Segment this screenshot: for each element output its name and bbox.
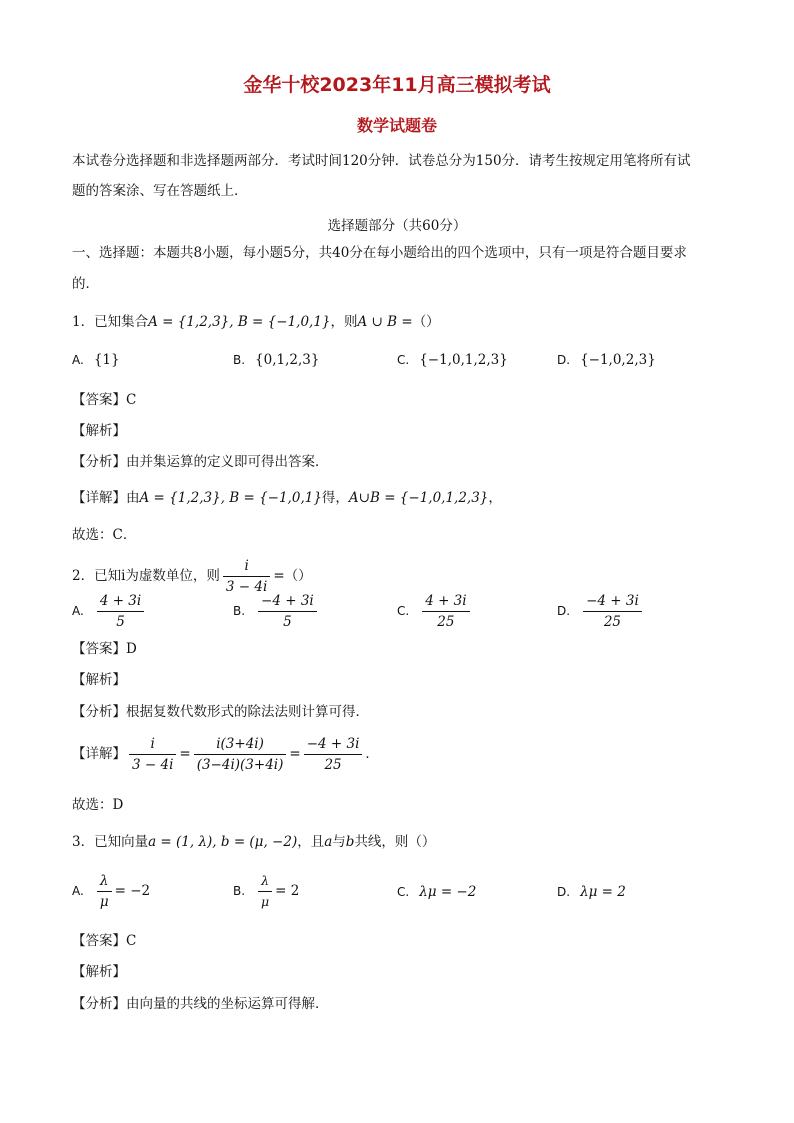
q3-analysis-tag: 【解析】: [72, 964, 126, 980]
option-rhs: = −2: [114, 883, 151, 899]
q2-option-d: [557, 592, 645, 631]
option-fraction: [583, 592, 642, 631]
part1-instructions-1: 一、选择题：本题共8小题，每小题5分，共40分在每小题给出的四个选项中，只有一项是符合题目要求: [72, 245, 687, 261]
option-value: {−1,0,1,2,3}: [419, 352, 508, 368]
detail-fraction-1: [129, 735, 176, 774]
detail-fraction-2: [194, 735, 287, 774]
fraction-denominator: 25: [324, 757, 342, 773]
fraction-numerator: λ: [97, 872, 112, 892]
detail-math2: A∪B = {−1,0,1,2,3}: [348, 490, 489, 506]
question-3-stem: [72, 832, 435, 852]
option-value: {1}: [93, 352, 120, 368]
q3-stem-math: a = (1, λ), b = (μ, −2): [148, 834, 298, 850]
fraction-denominator: 25: [437, 614, 455, 630]
q2-detail: [72, 734, 379, 774]
option-label: C.: [397, 604, 410, 618]
period: ．: [365, 746, 379, 762]
fenxi-text: 由并集运算的定义即可得出答案．: [126, 454, 329, 470]
q2-stem-end: =（）: [273, 568, 312, 584]
option-label: C.: [397, 885, 410, 899]
q3-fenxi: [72, 994, 329, 1014]
intro-line-2: 题的答案涂、写在答题纸上．: [72, 183, 248, 199]
option-fraction: [258, 872, 272, 911]
q1-stem-prefix: 1．已知集合: [72, 314, 149, 330]
answer-value: D: [126, 641, 137, 657]
fraction-denominator: 3 − 4i: [132, 757, 174, 773]
detail-tag: 【详解】: [72, 746, 126, 762]
answer-tag: 【答案】: [72, 392, 126, 408]
q3-answer: [72, 931, 136, 951]
q1-stem-math2: A ∪ B =: [357, 314, 413, 330]
detail-fraction-3: [304, 735, 363, 774]
q2-option-c: [397, 592, 473, 631]
fraction-denominator: 5: [283, 614, 292, 630]
q2-choice: 故选：D: [72, 797, 124, 813]
q1-stem-end: （）: [412, 314, 440, 330]
answer-value: C: [126, 392, 137, 408]
option-label: A.: [72, 604, 84, 618]
part1-instructions-2: 的．: [72, 276, 99, 292]
q3-option-b: [233, 872, 299, 911]
q3-stem-prefix: 3．已知向量: [72, 834, 149, 850]
fraction-denominator: 3 − 4i: [225, 579, 268, 595]
answer-value: C: [126, 933, 137, 949]
equals-sign: =: [289, 746, 301, 762]
option-label: D.: [557, 353, 571, 367]
option-label: B.: [233, 353, 246, 367]
option-value: {0,1,2,3}: [255, 352, 320, 368]
q2-answer: [72, 639, 137, 659]
question-1-stem: [72, 312, 440, 332]
q2-stem-fraction: [223, 557, 270, 596]
detail-tag: 【详解】: [72, 490, 126, 506]
q1-stem-suffix: ，则: [330, 314, 358, 330]
fraction-numerator: 4 + 3i: [422, 592, 469, 612]
q1-analysis-tag: 【解析】: [72, 423, 126, 439]
option-label: D.: [557, 604, 571, 618]
q1-stem-math: A = {1,2,3}, B = {−1,0,1}: [148, 314, 331, 330]
option-rhs: = 2: [275, 883, 300, 899]
question-2-stem: [72, 556, 312, 596]
q1-answer: [72, 390, 136, 410]
option-value: λμ = 2: [580, 884, 626, 900]
fraction-numerator: −4 + 3i: [304, 735, 363, 755]
option-fraction: [258, 592, 317, 631]
fenxi-text: 由向量的共线的坐标运算可得解．: [126, 996, 329, 1012]
option-fraction: [97, 872, 112, 911]
answer-tag: 【答案】: [72, 933, 126, 949]
q2-option-b: [233, 592, 320, 631]
q2-fenxi: [72, 702, 369, 722]
q1-option-c: [397, 352, 508, 368]
fraction-numerator: i(3+4i): [194, 735, 287, 755]
fraction-denominator: μ: [261, 894, 270, 909]
option-fraction: [422, 592, 469, 631]
q2-option-a: [72, 592, 147, 631]
fraction-numerator: −4 + 3i: [258, 592, 317, 612]
fraction-numerator: i: [223, 557, 270, 577]
section-heading: 选择题部分（共60分）: [327, 218, 467, 234]
exam-subtitle: 数学试题卷: [356, 116, 437, 135]
option-label: B.: [233, 604, 246, 618]
q3-option-a: [72, 872, 150, 911]
q1-choice: 故选：C．: [72, 527, 137, 543]
option-label: A.: [72, 353, 84, 367]
q1-option-b: [233, 352, 319, 368]
fraction-numerator: 4 + 3i: [97, 592, 144, 612]
vector-b: b: [345, 834, 355, 850]
option-label: D.: [557, 885, 571, 899]
option-label: C.: [397, 353, 410, 367]
fenxi-tag: 【分析】: [72, 996, 126, 1012]
intro-line-1: 本试卷分选择题和非选择题两部分．考试时间120分钟．试卷总分为150分．请考生按规定用笔将所有试: [72, 153, 691, 169]
exam-title: 金华十校2023年11月高三模拟考试: [243, 74, 551, 96]
option-value: λμ = −2: [419, 884, 477, 900]
q2-stem-prefix: 2．已知i为虚数单位，则: [72, 568, 220, 584]
fraction-denominator: 25: [603, 614, 621, 630]
option-label: A.: [72, 884, 84, 898]
q3-stem-end: 共线，则（）: [354, 834, 436, 850]
detail-mid: 得，: [321, 490, 349, 506]
answer-tag: 【答案】: [72, 641, 126, 657]
detail-end: ，: [488, 490, 502, 506]
option-fraction: [97, 592, 144, 631]
q1-option-d: [557, 352, 656, 368]
detail-prefix: 由: [126, 490, 140, 506]
fraction-denominator: 5: [116, 614, 125, 630]
fraction-numerator: λ: [258, 872, 272, 892]
fenxi-text: 根据复数代数形式的除法法则计算可得．: [126, 704, 369, 720]
fraction-numerator: −4 + 3i: [583, 592, 642, 612]
q3-option-d: [557, 884, 626, 900]
q3-option-c: [397, 884, 476, 900]
option-value: {−1,0,2,3}: [580, 352, 656, 368]
q1-option-a: [72, 352, 120, 368]
fraction-numerator: i: [129, 735, 176, 755]
fenxi-tag: 【分析】: [72, 454, 126, 470]
vector-a: a: [324, 834, 333, 850]
equals-sign: =: [179, 746, 191, 762]
q1-detail: [72, 488, 502, 508]
q2-analysis-tag: 【解析】: [72, 672, 126, 688]
q3-stem-mid: ，且: [297, 834, 325, 850]
fraction-denominator: μ: [99, 894, 109, 910]
q3-stem-with: 与: [332, 834, 346, 850]
option-label: B.: [233, 884, 246, 898]
fenxi-tag: 【分析】: [72, 704, 126, 720]
fraction-denominator: (3−4i)(3+4i): [196, 757, 284, 773]
q1-fenxi: [72, 452, 329, 472]
detail-math: A = {1,2,3}, B = {−1,0,1}: [139, 490, 322, 506]
